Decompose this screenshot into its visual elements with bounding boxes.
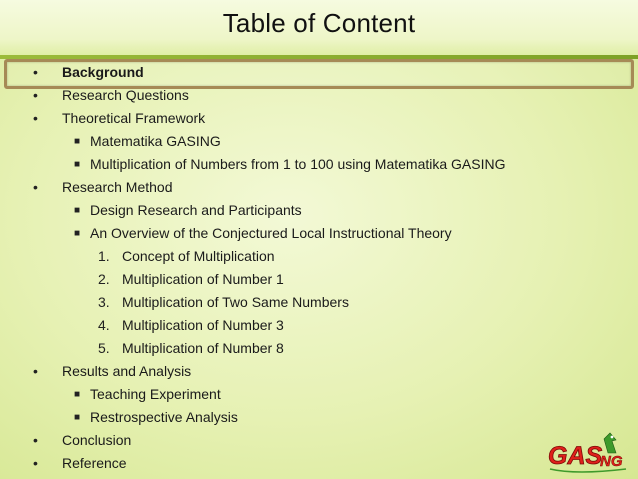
list-number: 5.	[98, 340, 110, 356]
toc-item-label: Reference	[62, 455, 127, 471]
toc-item-label: Multiplication of Number 3	[122, 317, 284, 333]
gasing-logo	[546, 431, 632, 475]
square-bullet-icon: ■	[74, 228, 81, 239]
bullet-icon: •	[33, 110, 38, 126]
toc-item-subsubsection	[0, 337, 638, 360]
toc-item-label: Multiplication of Number 8	[122, 340, 284, 356]
list-number: 3.	[98, 294, 110, 310]
toc-item-section	[0, 84, 638, 107]
list-number: 1.	[98, 248, 110, 264]
toc-item-subsubsection	[0, 268, 638, 291]
bullet-icon: •	[33, 363, 38, 379]
bullet-icon: •	[33, 64, 38, 80]
toc-item-label: Conclusion	[62, 432, 132, 448]
square-bullet-icon: ■	[74, 205, 81, 216]
toc-item-label: Background	[62, 64, 144, 80]
toc-item-subsubsection	[0, 291, 638, 314]
toc-item-section	[0, 452, 638, 475]
square-bullet-icon: ■	[74, 136, 81, 147]
toc-item-subsection	[0, 199, 638, 222]
square-bullet-icon: ■	[74, 389, 81, 400]
toc-item-label: Design Research and Participants	[90, 202, 302, 218]
list-number: 2.	[98, 271, 110, 287]
toc-item-subsubsection	[0, 245, 638, 268]
toc-item-subsubsection	[0, 314, 638, 337]
toc-item-subsection	[0, 406, 638, 429]
toc-item-label: Concept of Multiplication	[122, 248, 275, 264]
bullet-icon: •	[33, 455, 38, 471]
svg-text:NG: NG	[600, 453, 623, 470]
toc-item-section	[0, 107, 638, 130]
bullet-icon: •	[33, 87, 38, 103]
bullet-icon: •	[33, 432, 38, 448]
table-of-contents-list	[0, 61, 638, 475]
square-bullet-icon: ■	[74, 159, 81, 170]
toc-item-section	[0, 360, 638, 383]
toc-item-label: Teaching Experiment	[90, 386, 221, 402]
toc-item-label: Matematika GASING	[90, 133, 221, 149]
toc-item-subsection	[0, 130, 638, 153]
list-number: 4.	[98, 317, 110, 333]
toc-item-subsection	[0, 222, 638, 245]
slide-title: Table of Content	[222, 8, 416, 38]
toc-item-subsection	[0, 383, 638, 406]
toc-item-label: An Overview of the Conjectured Local Instructional Theory	[90, 225, 452, 241]
toc-item-label: Research Method	[62, 179, 173, 195]
toc-item-label: Restrospective Analysis	[90, 409, 238, 425]
toc-item-label: Research Questions	[62, 87, 189, 103]
toc-item-label: Multiplication of Two Same Numbers	[122, 294, 349, 310]
toc-item-section	[0, 61, 638, 84]
square-bullet-icon: ■	[74, 412, 81, 423]
toc-item-label: Results and Analysis	[62, 363, 192, 379]
toc-item-label: Multiplication of Numbers from 1 to 100 using Matematika GASING	[90, 156, 506, 172]
toc-item-label: Multiplication of Number 1	[122, 271, 284, 287]
bullet-icon: •	[33, 179, 38, 195]
toc-item-label: Theoretical Framework	[62, 110, 206, 126]
svg-text:GAS: GAS	[548, 442, 603, 470]
toc-item-section	[0, 176, 638, 199]
toc-item-subsection	[0, 153, 638, 176]
toc-item-section	[0, 429, 638, 452]
